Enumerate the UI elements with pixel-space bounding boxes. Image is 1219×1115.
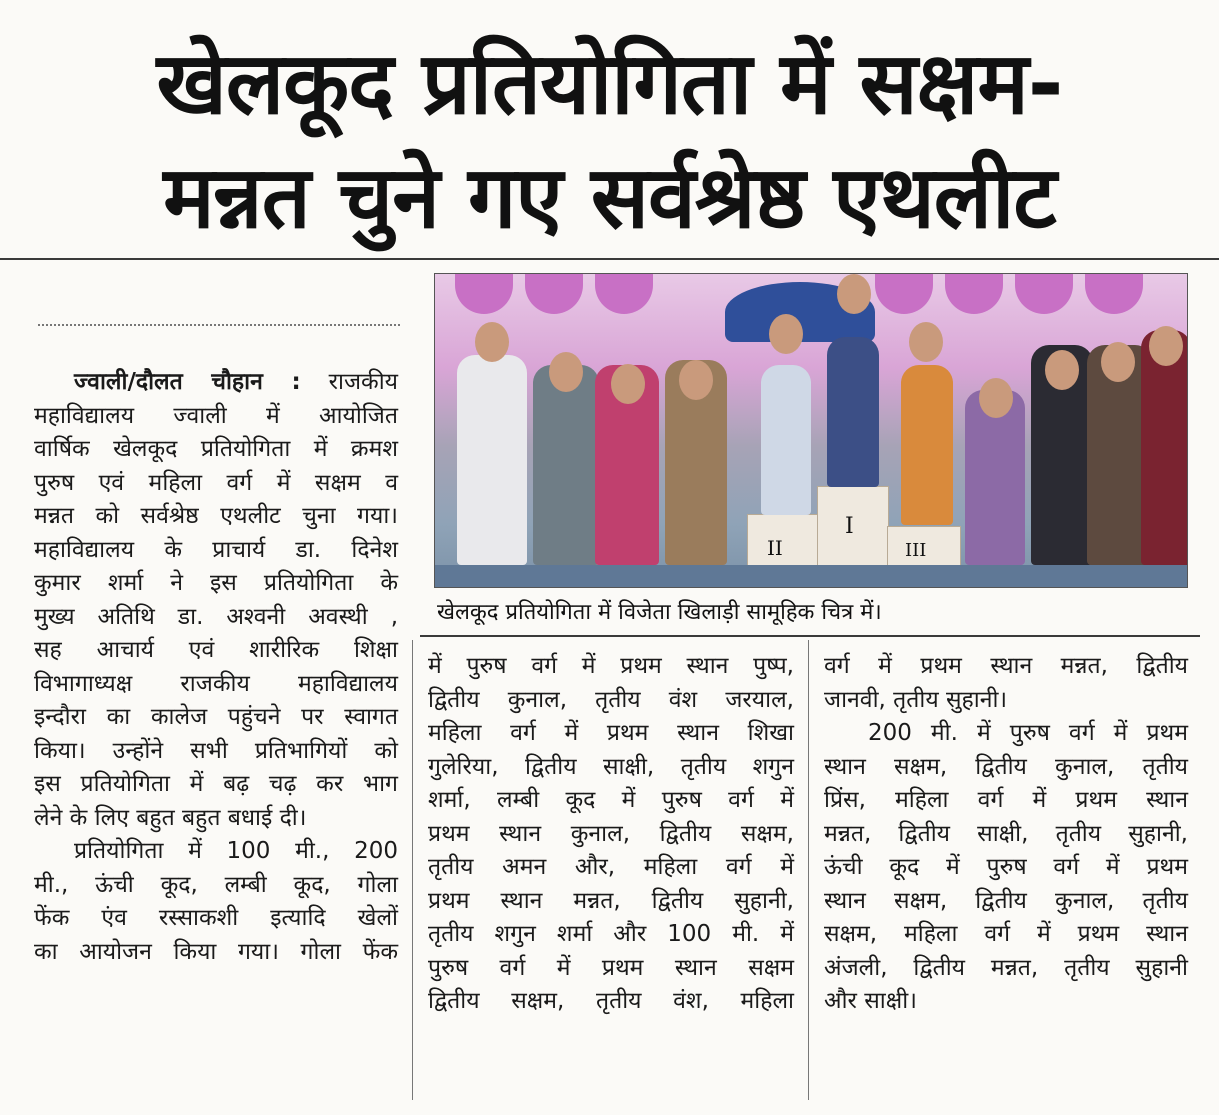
article-line: लेने के लिए बहुत बहुत बधाई दी। [34,804,307,831]
article-line: सक्षम, महिला वर्ग में प्रथम स्थान [824,921,1188,947]
winner-third [901,365,953,525]
article-line: प्रिंस, महिला वर्ग में प्रथम स्थान [824,787,1188,813]
person-head [769,314,803,354]
person-head [679,360,713,400]
group-photo [434,273,1188,588]
article-line: फेंक एंव रस्साकशी इत्यादि खेलों [34,905,398,931]
byline: ज्वाली/दौलत चौहान : [74,369,301,395]
person-head [475,322,509,362]
article-line: का आयोजन किया गया। गोला फेंक [34,938,398,965]
article-line: वार्षिक खेलकूद प्रतियोगिता में क्रमश [34,436,398,462]
article-text: राजकीय [328,369,399,395]
person-head [979,378,1013,418]
decoration-drape [945,274,1003,314]
article-line: तृतीय शगुन शर्मा और 100 मी. में [428,921,794,947]
article-line: में पुरुष वर्ग में प्रथम स्थान पुष्प, [428,653,794,679]
decoration-drape [875,274,933,314]
column-rule [412,640,413,1100]
article-line: जानवी, तृतीय सुहानी। [824,686,1008,713]
person [457,355,527,565]
article-line: द्वितीय सक्षम, तृतीय वंश, महिला [428,988,794,1014]
article-line: वर्ग में प्रथम स्थान मन्नत, द्वितीय [824,653,1188,679]
article-line: मन्नत, द्वितीय साक्षी, तृतीय सुहानी, [824,820,1188,847]
article-line: मी., ऊंची कूद, लम्बी कूद, गोला [34,871,398,898]
article-line: सह आचार्य एवं शारीरिक शिक्षा [34,637,398,663]
article-line: कुमार शर्मा ने इस प्रतियोगिता के [34,570,398,596]
column-divider-dotted [38,324,400,326]
article-line: स्थान सक्षम, द्वितीय कुनाल, तृतीय [824,753,1188,780]
article-column-3 [824,650,1188,1019]
article-line: स्थान सक्षम, द्वितीय कुनाल, तृतीय [824,887,1188,914]
podium-label-first: I [845,514,854,539]
article-line: किया। उन्होंने सभी प्रतिभागियों को [34,737,398,764]
article-line: प्रथम स्थान मन्नत, द्वितीय सुहानी, [428,887,794,914]
person-head [909,322,943,362]
person-head [549,352,583,392]
article-line: मुख्य अतिथि डा. अश्वनी अवस्थी , [34,603,398,630]
floor [435,565,1187,587]
article-line: इस प्रतियोगिता में बढ़ चढ़ कर भाग [34,771,398,797]
article-column-2 [428,650,794,1019]
winner-second [761,365,811,515]
column-rule [808,640,809,1100]
article-line: अंजली, द्वितीय मन्नत, तृतीय सुहानी [824,954,1188,981]
decoration-drape [1085,274,1143,314]
article-line: पुरुष वर्ग में प्रथम स्थान सक्षम [428,954,794,981]
article-line: प्रथम स्थान कुनाल, द्वितीय सक्षम, [428,820,794,847]
article-line: शर्मा, लम्बी कूद में पुरुष वर्ग में [428,787,794,813]
decoration-drape [455,274,513,314]
person-head [1101,342,1135,382]
headline-rule [0,258,1219,260]
article-column-1 [34,366,398,969]
article-line: प्रतियोगिता में 100 मी., 200 [74,838,398,864]
photo-caption: खेलकूद प्रतियोगिता में विजेता खिलाड़ी सामूहिक चित्र में। [437,600,882,625]
article-line: 200 मी. में पुरुष वर्ग में प्रथम [868,720,1188,746]
person-head [611,364,645,404]
article-line: महाविद्यालय के प्राचार्य डा. दिनेश [34,536,398,563]
decoration-drape [595,274,653,314]
article-line [34,366,398,400]
person-head [837,274,871,314]
podium-label-third: III [905,540,927,561]
decoration-drape [525,274,583,314]
article-line: इन्दौरा का कालेज पहुंचने पर स्वागत [34,704,398,730]
article-line: महिला वर्ग में प्रथम स्थान शिखा [428,720,794,746]
person-head [1149,326,1183,366]
winner-first [827,337,879,487]
article-line: मन्नत को सर्वश्रेष्ठ एथलीट चुना गया। [34,503,398,529]
article-line: विभागाध्यक्ष राजकीय महाविद्यालय [34,670,398,697]
article-line: द्वितीय कुनाल, तृतीय वंश जरयाल, [428,686,794,713]
article-line: गुलेरिया, द्वितीय साक्षी, तृतीय शगुन [428,753,794,780]
headline-line-2: मन्नत चुने गए सर्वश्रेष्ठ एथलीट [163,148,1056,248]
decoration-drape [1015,274,1073,314]
caption-rule [420,635,1200,637]
headline-line-1: खेलकूद प्रतियोगिता में सक्षम- [156,34,1063,134]
podium-label-second: II [767,536,783,560]
article-line: तृतीय अमन और, महिला वर्ग में [428,854,794,880]
person [533,365,599,565]
article-line: ऊंची कूद में पुरुष वर्ग में प्रथम [824,854,1188,880]
podium-second [747,514,819,568]
article-line: पुरुष एवं महिला वर्ग में सक्षम व [34,469,398,496]
article-line: महाविद्यालय ज्वाली में आयोजित [34,402,398,429]
person-head [1045,350,1079,390]
article-line: और साक्षी। [824,988,917,1014]
